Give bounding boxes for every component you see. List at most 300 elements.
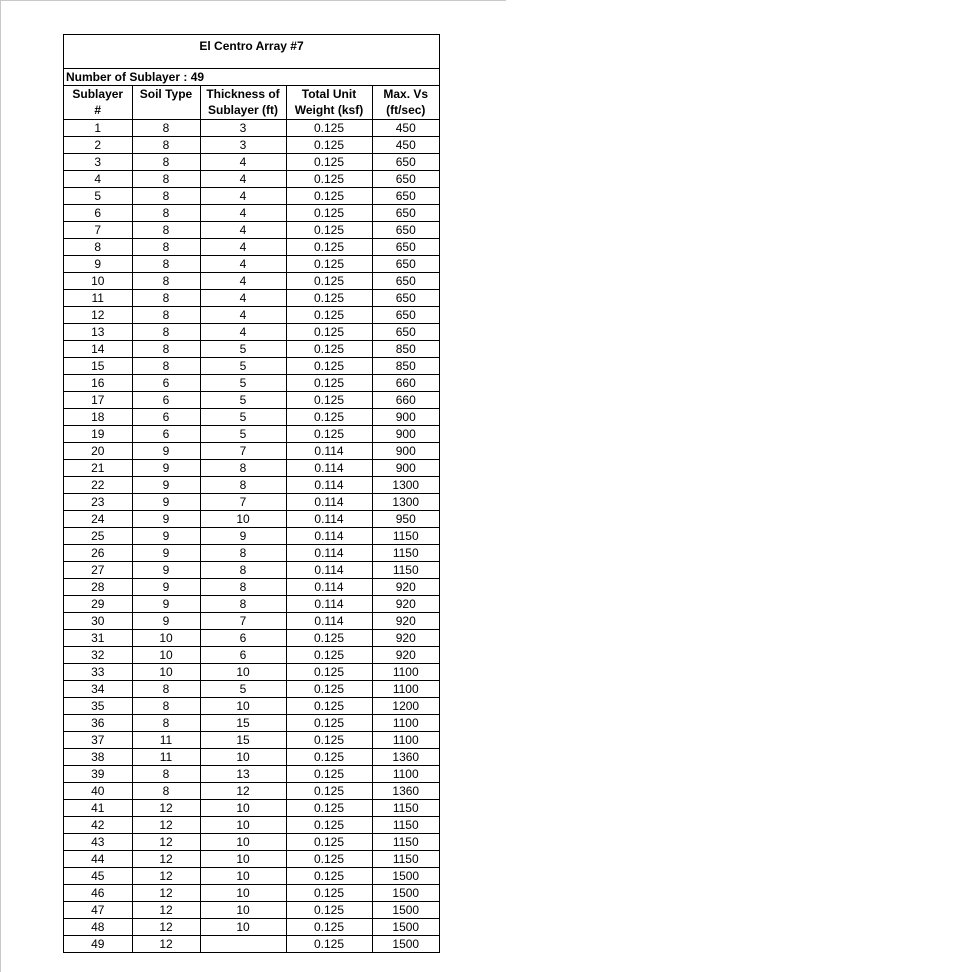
cell-thickness: 5 bbox=[200, 358, 286, 375]
table-row bbox=[64, 783, 439, 800]
cell-sublayer: 36 bbox=[64, 715, 132, 732]
cell-soil-type: 8 bbox=[132, 681, 200, 698]
cell-unit-weight: 0.125 bbox=[286, 902, 372, 919]
table-row bbox=[64, 902, 439, 919]
cell-soil-type: 9 bbox=[132, 511, 200, 528]
table-row bbox=[64, 630, 439, 647]
cell-max-vs: 920 bbox=[372, 596, 439, 613]
cell-sublayer: 12 bbox=[64, 307, 132, 324]
cell-soil-type: 8 bbox=[132, 171, 200, 188]
cell-thickness: 8 bbox=[200, 477, 286, 494]
table-row bbox=[64, 885, 439, 902]
cell-thickness: 10 bbox=[200, 834, 286, 851]
cell-sublayer: 25 bbox=[64, 528, 132, 545]
cell-unit-weight: 0.125 bbox=[286, 256, 372, 273]
cell-unit-weight: 0.125 bbox=[286, 766, 372, 783]
cell-soil-type: 9 bbox=[132, 477, 200, 494]
cell-thickness: 10 bbox=[200, 511, 286, 528]
cell-max-vs: 850 bbox=[372, 358, 439, 375]
cell-sublayer: 19 bbox=[64, 426, 132, 443]
cell-unit-weight: 0.125 bbox=[286, 358, 372, 375]
cell-soil-type: 8 bbox=[132, 273, 200, 290]
cell-thickness: 15 bbox=[200, 715, 286, 732]
cell-unit-weight: 0.125 bbox=[286, 341, 372, 358]
cell-unit-weight: 0.125 bbox=[286, 290, 372, 307]
table-row bbox=[64, 664, 439, 681]
cell-soil-type: 8 bbox=[132, 137, 200, 154]
cell-unit-weight: 0.114 bbox=[286, 494, 372, 511]
table-row bbox=[64, 375, 439, 392]
cell-max-vs: 1360 bbox=[372, 749, 439, 766]
cell-soil-type: 6 bbox=[132, 409, 200, 426]
table-row bbox=[64, 205, 439, 222]
cell-thickness: 4 bbox=[200, 256, 286, 273]
cell-unit-weight: 0.125 bbox=[286, 426, 372, 443]
cell-max-vs: 650 bbox=[372, 324, 439, 341]
cell-thickness: 4 bbox=[200, 239, 286, 256]
cell-sublayer: 15 bbox=[64, 358, 132, 375]
table-row bbox=[64, 324, 439, 341]
cell-max-vs: 900 bbox=[372, 409, 439, 426]
cell-max-vs: 650 bbox=[372, 239, 439, 256]
cell-unit-weight: 0.114 bbox=[286, 596, 372, 613]
cell-soil-type: 8 bbox=[132, 766, 200, 783]
cell-max-vs: 650 bbox=[372, 171, 439, 188]
cell-sublayer: 28 bbox=[64, 579, 132, 596]
cell-sublayer: 20 bbox=[64, 443, 132, 460]
cell-thickness: 5 bbox=[200, 375, 286, 392]
sheet-left-border bbox=[0, 0, 1, 972]
sheet-top-border bbox=[0, 0, 506, 1]
cell-max-vs: 1500 bbox=[372, 919, 439, 936]
table-row bbox=[64, 443, 439, 460]
cell-thickness: 4 bbox=[200, 205, 286, 222]
cell-max-vs: 1300 bbox=[372, 477, 439, 494]
cell-soil-type: 8 bbox=[132, 783, 200, 800]
cell-max-vs: 1500 bbox=[392, 937, 420, 951]
cell-unit-weight: 0.125 bbox=[286, 324, 372, 341]
table-row bbox=[64, 613, 439, 630]
cell-thickness: 4 bbox=[200, 171, 286, 188]
cell-max-vs: 1150 bbox=[372, 834, 439, 851]
cell-unit-weight: 0.125 bbox=[286, 409, 372, 426]
table-row bbox=[64, 460, 439, 477]
cell-max-vs: 650 bbox=[372, 188, 439, 205]
cell-unit-weight: 0.125 bbox=[286, 375, 372, 392]
cell-sublayer: 2 bbox=[64, 137, 132, 154]
cell-unit-weight: 0.114 bbox=[286, 562, 372, 579]
column-header-soil-type: Soil Type bbox=[132, 86, 200, 120]
column-header-thickness: Thickness of Sublayer (ft) bbox=[200, 86, 286, 120]
cell-soil-type: 11 bbox=[132, 749, 200, 766]
table-row bbox=[64, 817, 439, 834]
cell-max-vs: 650 bbox=[372, 273, 439, 290]
cell-max-vs: 920 bbox=[372, 647, 439, 664]
cell-thickness: 9 bbox=[200, 528, 286, 545]
cell-soil-type: 10 bbox=[132, 664, 200, 681]
cell-max-vs: 950 bbox=[372, 511, 439, 528]
table-row bbox=[64, 596, 439, 613]
cell-soil-type: 12 bbox=[132, 902, 200, 919]
table-row bbox=[64, 494, 439, 511]
cell-thickness: 3 bbox=[200, 137, 286, 154]
table-row bbox=[64, 154, 439, 171]
table-row bbox=[64, 171, 439, 188]
cell-soil-type: 6 bbox=[132, 426, 200, 443]
table-row bbox=[64, 562, 439, 579]
cell-thickness: 5 bbox=[200, 426, 286, 443]
cell-soil-type: 8 bbox=[132, 290, 200, 307]
cell-thickness: 8 bbox=[200, 596, 286, 613]
cell-thickness: 7 bbox=[200, 613, 286, 630]
cell-sublayer: 13 bbox=[64, 324, 132, 341]
cell-unit-weight: 0.114 bbox=[286, 443, 372, 460]
table-row bbox=[64, 647, 439, 664]
cell-sublayer: 3 bbox=[64, 154, 132, 171]
table-row bbox=[64, 749, 439, 766]
cell-thickness: 10 bbox=[200, 664, 286, 681]
cell-max-vs: 920 bbox=[372, 613, 439, 630]
cell-soil-type: 9 bbox=[132, 494, 200, 511]
cell-max-vs: 660 bbox=[372, 375, 439, 392]
cell-sublayer: 48 bbox=[64, 919, 132, 936]
cell-thickness: 5 bbox=[200, 409, 286, 426]
table-row bbox=[64, 545, 439, 562]
cell-soil-type: 8 bbox=[132, 715, 200, 732]
cell-thickness: 6 bbox=[200, 630, 286, 647]
cell-unit-weight: 0.125 bbox=[286, 919, 372, 936]
cell-soil-type: 8 bbox=[132, 698, 200, 715]
cell-soil-type: 12 bbox=[132, 817, 200, 834]
cell-soil-type: 9 bbox=[132, 613, 200, 630]
cell-unit-weight: 0.125 bbox=[286, 732, 372, 749]
cell-sublayer: 35 bbox=[64, 698, 132, 715]
cell-soil-type: 9 bbox=[132, 528, 200, 545]
cell-soil-type: 8 bbox=[132, 341, 200, 358]
cell-unit-weight: 0.125 bbox=[286, 681, 372, 698]
cell-unit-weight: 0.125 bbox=[286, 307, 372, 324]
column-header-unit-weight: Total Unit Weight (ksf) bbox=[286, 86, 372, 120]
cell-max-vs: 650 bbox=[372, 256, 439, 273]
cell-sublayer: 4 bbox=[64, 171, 132, 188]
cell-max-vs: 1150 bbox=[372, 562, 439, 579]
table-row bbox=[64, 307, 439, 324]
table-row bbox=[64, 528, 439, 545]
table-row bbox=[64, 579, 439, 596]
cell-unit-weight: 0.125 bbox=[286, 647, 372, 664]
cell-sublayer: 27 bbox=[64, 562, 132, 579]
cell-thickness: 10 bbox=[200, 868, 286, 885]
cell-sublayer: 45 bbox=[64, 868, 132, 885]
cell-max-vs: 1100 bbox=[372, 766, 439, 783]
cell-soil-type: 8 bbox=[132, 239, 200, 256]
cell-sublayer: 10 bbox=[64, 273, 132, 290]
cell-thickness: 12 bbox=[200, 783, 286, 800]
cell-unit-weight: 0.114 bbox=[286, 460, 372, 477]
cell-sublayer: 18 bbox=[64, 409, 132, 426]
cell-sublayer: 47 bbox=[64, 902, 132, 919]
cell-max-vs: 1150 bbox=[372, 528, 439, 545]
cell-max-vs: 450 bbox=[372, 120, 439, 137]
cell-thickness: 10 bbox=[200, 800, 286, 817]
cell-max-vs: 1150 bbox=[372, 545, 439, 562]
table-row bbox=[64, 511, 439, 528]
table-row bbox=[64, 120, 439, 137]
cell-sublayer: 31 bbox=[64, 630, 132, 647]
cell-max-vs: 650 bbox=[372, 290, 439, 307]
cell-sublayer: 40 bbox=[64, 783, 132, 800]
cell-sublayer: 5 bbox=[64, 188, 132, 205]
cell-unit-weight: 0.125 bbox=[286, 239, 372, 256]
table-row bbox=[64, 426, 439, 443]
table-row bbox=[64, 273, 439, 290]
cell-max-vs: 900 bbox=[372, 443, 439, 460]
table-row bbox=[64, 919, 439, 936]
cell-thickness: 8 bbox=[200, 545, 286, 562]
sublayer-table bbox=[64, 86, 439, 952]
cell-max-vs: 1500 bbox=[372, 902, 439, 919]
cell-max-vs: 1500 bbox=[372, 868, 439, 885]
cell-unit-weight: 0.125 bbox=[286, 188, 372, 205]
table-row bbox=[64, 732, 439, 749]
cell-soil-type: 8 bbox=[132, 120, 200, 137]
sublayer-count: Number of Sublayer : 49 bbox=[64, 69, 439, 86]
cell-soil-type: 8 bbox=[132, 222, 200, 239]
cell-thickness: 5 bbox=[200, 681, 286, 698]
cell-thickness: 10 bbox=[200, 902, 286, 919]
cell-max-vs: 1150 bbox=[372, 817, 439, 834]
table-row bbox=[64, 188, 439, 205]
cell-soil-type: 9 bbox=[132, 579, 200, 596]
cell-sublayer: 24 bbox=[64, 511, 132, 528]
cell-sublayer: 21 bbox=[64, 460, 132, 477]
cell-soil-type: 9 bbox=[132, 545, 200, 562]
cell-unit-weight: 0.125 bbox=[286, 817, 372, 834]
cell-sublayer: 14 bbox=[64, 341, 132, 358]
cell-thickness: 4 bbox=[200, 273, 286, 290]
table-row bbox=[64, 290, 439, 307]
cell-thickness: 4 bbox=[200, 222, 286, 239]
table-row bbox=[64, 936, 439, 953]
cell-max-vs: 650 bbox=[372, 205, 439, 222]
table-row bbox=[64, 834, 439, 851]
cell-sublayer: 16 bbox=[64, 375, 132, 392]
cell-thickness: 8 bbox=[200, 460, 286, 477]
cell-max-vs: 1100 bbox=[372, 715, 439, 732]
cell-soil-type: 12 bbox=[132, 936, 200, 953]
cell-unit-weight: 0.125 bbox=[286, 783, 372, 800]
cell-thickness: 3 bbox=[200, 120, 286, 137]
cell-sublayer: 6 bbox=[64, 205, 132, 222]
table-row bbox=[64, 698, 439, 715]
cell-sublayer: 44 bbox=[64, 851, 132, 868]
cell-sublayer: 39 bbox=[64, 766, 132, 783]
table-row bbox=[64, 137, 439, 154]
cell-max-vs: 900 bbox=[372, 460, 439, 477]
cell-thickness: 8 bbox=[200, 562, 286, 579]
cell-unit-weight: 0.114 bbox=[286, 528, 372, 545]
table-row bbox=[64, 358, 439, 375]
cell-thickness: 4 bbox=[200, 290, 286, 307]
cell-soil-type: 12 bbox=[132, 851, 200, 868]
cell-soil-type: 8 bbox=[132, 154, 200, 171]
cell-max-vs: 900 bbox=[372, 426, 439, 443]
cell-soil-type: 6 bbox=[132, 392, 200, 409]
cell-soil-type: 9 bbox=[132, 443, 200, 460]
cell-thickness: 4 bbox=[200, 188, 286, 205]
cell-max-vs: 920 bbox=[372, 579, 439, 596]
cell-thickness: 10 bbox=[200, 749, 286, 766]
cell-sublayer: 43 bbox=[64, 834, 132, 851]
cell-thickness: 10 bbox=[200, 851, 286, 868]
cell-max-vs: 920 bbox=[372, 630, 439, 647]
cell-unit-weight: 0.125 bbox=[286, 868, 372, 885]
cell-max-vs: 450 bbox=[372, 137, 439, 154]
cell-thickness: 10 bbox=[200, 919, 286, 936]
cell-unit-weight: 0.125 bbox=[286, 273, 372, 290]
cell-unit-weight: 0.114 bbox=[286, 613, 372, 630]
cell-unit-weight: 0.114 bbox=[286, 579, 372, 596]
cell-unit-weight: 0.114 bbox=[286, 477, 372, 494]
cell-soil-type: 12 bbox=[132, 800, 200, 817]
cell-soil-type: 10 bbox=[132, 630, 200, 647]
cell-soil-type: 8 bbox=[132, 358, 200, 375]
cell-sublayer: 29 bbox=[64, 596, 132, 613]
cell-thickness: 5 bbox=[200, 341, 286, 358]
cell-unit-weight: 0.125 bbox=[286, 137, 372, 154]
cell-sublayer: 41 bbox=[64, 800, 132, 817]
cell-unit-weight: 0.125 bbox=[286, 222, 372, 239]
cell-soil-type: 9 bbox=[132, 596, 200, 613]
cell-max-vs: 660 bbox=[372, 392, 439, 409]
header-row bbox=[64, 86, 439, 120]
cell-soil-type: 9 bbox=[132, 562, 200, 579]
cell-unit-weight: 0.125 bbox=[286, 851, 372, 868]
table-title: El Centro Array #7 bbox=[64, 35, 439, 69]
cell-sublayer: 8 bbox=[64, 239, 132, 256]
cell-soil-type: 12 bbox=[132, 834, 200, 851]
column-header-max-vs: Max. Vs (ft/sec) bbox=[372, 86, 439, 120]
table-row bbox=[64, 800, 439, 817]
cell-unit-weight: 0.125 bbox=[286, 664, 372, 681]
cell-sublayer: 23 bbox=[64, 494, 132, 511]
cell-unit-weight: 0.125 bbox=[286, 205, 372, 222]
cell-sublayer: 26 bbox=[64, 545, 132, 562]
cell-soil-type: 10 bbox=[132, 647, 200, 664]
cell-thickness: 4 bbox=[200, 307, 286, 324]
cell-soil-type: 8 bbox=[132, 188, 200, 205]
table-row bbox=[64, 851, 439, 868]
cell-sublayer: 37 bbox=[64, 732, 132, 749]
cell-thickness: 10 bbox=[200, 817, 286, 834]
table-row bbox=[64, 239, 439, 256]
cell-sublayer: 33 bbox=[64, 664, 132, 681]
cell-thickness: 10 bbox=[200, 885, 286, 902]
cell-sublayer: 32 bbox=[64, 647, 132, 664]
cell-max-vs: 650 bbox=[372, 307, 439, 324]
cell-max-vs: 1100 bbox=[372, 732, 439, 749]
cell-max-vs: 850 bbox=[372, 341, 439, 358]
cell-thickness: 7 bbox=[200, 494, 286, 511]
cell-max-vs: 1100 bbox=[372, 664, 439, 681]
column-header-sublayer: Sublayer # bbox=[64, 86, 132, 120]
cell-soil-type: 8 bbox=[132, 324, 200, 341]
cell-soil-type: 12 bbox=[132, 885, 200, 902]
table-body bbox=[64, 120, 439, 953]
cell-max-vs: 1360 bbox=[372, 783, 439, 800]
cell-unit-weight: 0.114 bbox=[286, 545, 372, 562]
cell-thickness: 6 bbox=[200, 647, 286, 664]
soil-profile-table-block bbox=[63, 34, 440, 953]
cell-sublayer: 7 bbox=[64, 222, 132, 239]
cell-max-vs: 1300 bbox=[372, 494, 439, 511]
cell-soil-type: 12 bbox=[132, 919, 200, 936]
cell-thickness: 10 bbox=[200, 698, 286, 715]
cell-soil-type: 12 bbox=[132, 868, 200, 885]
cell-sublayer: 49 bbox=[64, 936, 132, 953]
table-row bbox=[64, 715, 439, 732]
cell-thickness: 15 bbox=[200, 732, 286, 749]
cell-max-vs: 1150 bbox=[372, 851, 439, 868]
cell-unit-weight: 0.125 bbox=[286, 834, 372, 851]
cell-unit-weight: 0.125 bbox=[286, 800, 372, 817]
cell-thickness bbox=[200, 936, 286, 953]
cell-unit-weight: 0.114 bbox=[286, 511, 372, 528]
table-row bbox=[64, 681, 439, 698]
cell-sublayer: 9 bbox=[64, 256, 132, 273]
cell-sublayer: 34 bbox=[64, 681, 132, 698]
cell-unit-weight: 0.125 bbox=[286, 936, 372, 953]
table-row bbox=[64, 392, 439, 409]
cell-soil-type: 11 bbox=[132, 732, 200, 749]
cell-unit-weight: 0.125 bbox=[286, 120, 372, 137]
cell-unit-weight: 0.125 bbox=[286, 392, 372, 409]
table-row bbox=[64, 222, 439, 239]
cell-sublayer: 38 bbox=[64, 749, 132, 766]
cell-thickness: 4 bbox=[200, 154, 286, 171]
cell-sublayer: 11 bbox=[64, 290, 132, 307]
cell-unit-weight: 0.125 bbox=[286, 715, 372, 732]
cell-soil-type: 8 bbox=[132, 307, 200, 324]
cell-unit-weight: 0.125 bbox=[286, 749, 372, 766]
table-row bbox=[64, 868, 439, 885]
cell-max-vs: 650 bbox=[372, 154, 439, 171]
cell-sublayer: 30 bbox=[64, 613, 132, 630]
cell-sublayer: 17 bbox=[64, 392, 132, 409]
cell-sublayer: 22 bbox=[64, 477, 132, 494]
cell-sublayer: 42 bbox=[64, 817, 132, 834]
cell-unit-weight: 0.125 bbox=[286, 630, 372, 647]
cell-sublayer: 1 bbox=[64, 120, 132, 137]
table-row bbox=[64, 477, 439, 494]
cell-thickness: 8 bbox=[200, 579, 286, 596]
cell-unit-weight: 0.125 bbox=[286, 885, 372, 902]
cell-soil-type: 6 bbox=[132, 375, 200, 392]
cell-thickness: 4 bbox=[200, 324, 286, 341]
cell-max-vs: 1500 bbox=[372, 885, 439, 902]
table-row bbox=[64, 256, 439, 273]
cell-unit-weight: 0.125 bbox=[286, 171, 372, 188]
cell-max-vs: 1150 bbox=[372, 800, 439, 817]
cell-thickness: 13 bbox=[200, 766, 286, 783]
cell-sublayer: 46 bbox=[64, 885, 132, 902]
table-row bbox=[64, 409, 439, 426]
cell-soil-type: 8 bbox=[132, 256, 200, 273]
cell-soil-type: 8 bbox=[132, 205, 200, 222]
table-row bbox=[64, 341, 439, 358]
cell-max-vs: 1100 bbox=[372, 681, 439, 698]
cell-max-vs: 650 bbox=[372, 222, 439, 239]
